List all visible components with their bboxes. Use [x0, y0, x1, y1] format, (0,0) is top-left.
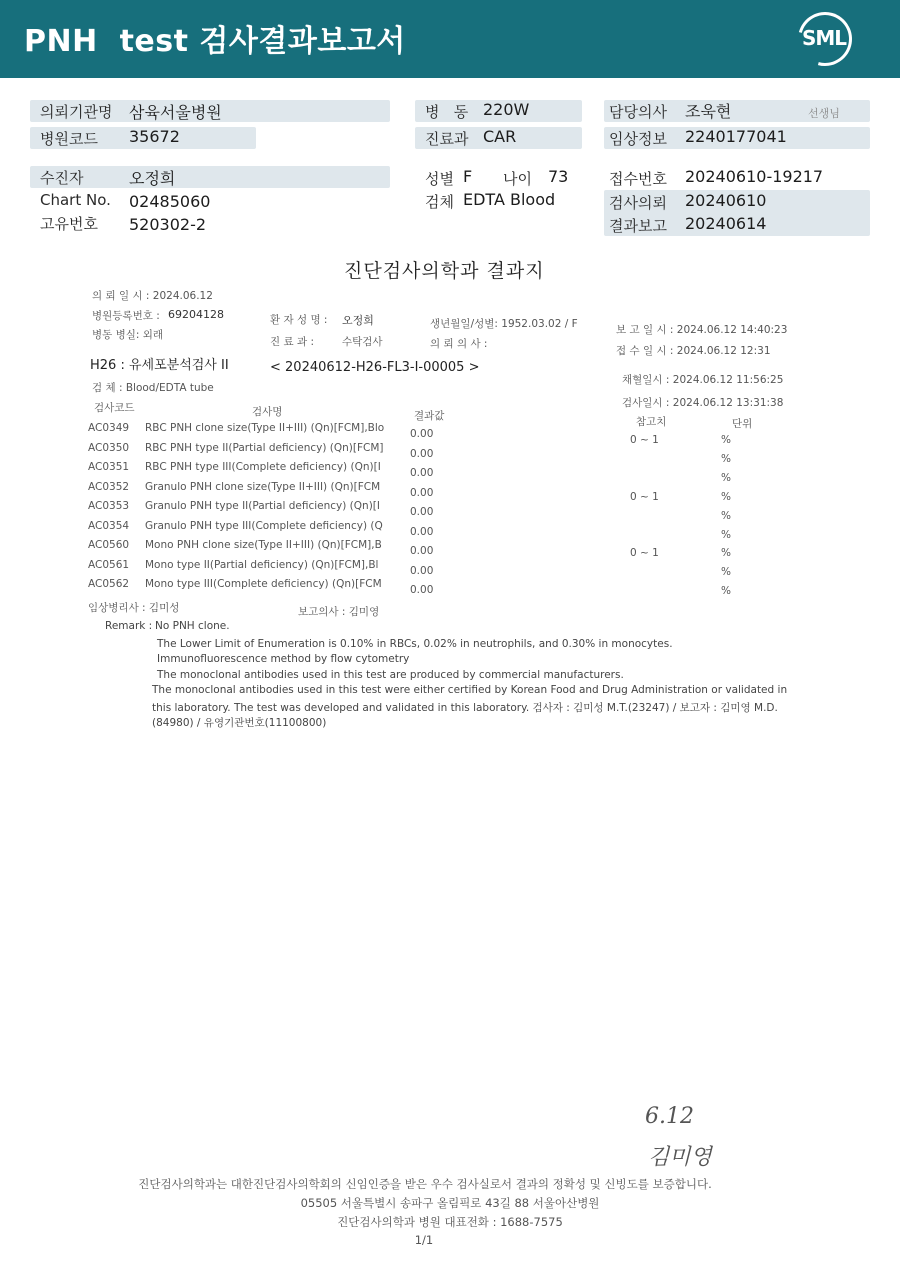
remark-line: The monoclonal antibodies used in this test are produced by commercial manufacturers.	[157, 668, 624, 681]
hospital-code-value: 35672	[129, 127, 180, 146]
result-result-cell: 0.00	[410, 486, 434, 499]
signature-name: 김미영	[648, 1145, 712, 1170]
request-label: 검사의뢰	[609, 194, 667, 212]
remark-line: No PNH clone.	[155, 620, 230, 632]
patient-value: 오정희	[129, 169, 176, 188]
result-ref-cell: 0 ~ 1	[630, 547, 659, 560]
remark-line: The monoclonal antibodies used in this test were either certified by Korean Food and Drug Administration or validated in	[152, 684, 788, 696]
report-label: 결과보고	[609, 217, 667, 235]
result-result-cell: 0.00	[410, 428, 434, 440]
scan-specimen: 검 체 : Blood/EDTA tube	[92, 382, 214, 394]
result-unit-cell: %	[721, 452, 731, 465]
result-unit-cell: %	[721, 566, 731, 579]
result-name-cell: Mono type II(Partial deficiency) (Qn)[FCM],Bl	[145, 558, 379, 571]
result-name-cell: RBC PNH clone size(Type II+III) (Qn)[FCM],Blo	[145, 422, 385, 434]
result-result-cell: 0.00	[410, 564, 434, 577]
result-result-cell: 0.00	[410, 525, 434, 538]
scan-patient-reg-value: 69204128	[168, 308, 224, 321]
result-result-cell: 0.00	[410, 545, 434, 557]
scan-pathologist: 임상병리사 : 김미성	[88, 602, 180, 614]
result-code-cell: AC0560	[88, 539, 130, 551]
scan-patient-name: 오정희	[342, 314, 374, 327]
result-result-cell: 0.00	[410, 467, 434, 479]
result-unit-cell: %	[721, 528, 731, 541]
scan-birth: 생년월일/성별: 1952.03.02 / F	[430, 318, 578, 330]
result-ref-cell: 0 ~ 1	[630, 490, 659, 503]
scan-patient-reg-label: 병원등록번호 :	[92, 310, 160, 322]
result-name-cell: Granulo PNH type II(Partial deficiency) (Qn)[I	[145, 500, 380, 512]
scan-reporter: 보고의사 : 김미영	[298, 606, 380, 618]
result-code-cell: AC0350	[88, 441, 130, 454]
institution-value: 삼육서울병원	[129, 103, 222, 122]
result-unit-cell: %	[721, 471, 731, 484]
scan-test-id: < 20240612-H26-FL3-I-00005 >	[270, 360, 480, 375]
department-value: CAR	[483, 127, 517, 146]
result-unit-cell: %	[721, 490, 731, 503]
result-unit-cell: %	[721, 547, 731, 560]
col-code-header: 검사코드	[94, 402, 135, 414]
scan-patient-name-label: 환 자 성 명 :	[270, 314, 328, 326]
chart-no-label: Chart No.	[40, 191, 111, 209]
result-name-cell: Mono PNH clone size(Type II+III) (Qn)[FCM],B	[145, 539, 382, 551]
clinical-info-value: 2240177041	[685, 127, 787, 146]
header-banner	[0, 0, 900, 78]
result-code-cell: AC0354	[88, 519, 130, 532]
sex-value: F	[463, 167, 473, 186]
remark-line: The Lower Limit of Enumeration is 0.10% in RBCs, 0.02% in neutrophils, and 0.30% in monocytes.	[157, 637, 673, 650]
result-name-cell: Granulo PNH clone size(Type II+III) (Qn)[FCM	[145, 480, 381, 493]
result-name-cell: RBC PNH type II(Partial deficiency) (Qn)[FCM]	[145, 441, 384, 454]
department-label: 진료과	[425, 130, 469, 148]
scan-heading: 진단검사의학과 결과지	[344, 260, 545, 282]
logo-text: SML	[802, 26, 847, 50]
col-result-header: 결과값	[414, 410, 445, 422]
scan-dept-value: 수탁검사	[342, 336, 383, 348]
remark-line: Immunofluorescence method by flow cytometry	[157, 653, 410, 665]
request-value: 20240610	[685, 191, 767, 210]
unique-no-label: 고유번호	[40, 215, 98, 233]
scanned-result-sheet	[80, 250, 800, 740]
result-name-cell: RBC PNH type III(Complete deficiency) (Qn)[I	[145, 461, 381, 473]
report-title: PNH test 검사결과보고서	[24, 24, 406, 59]
result-unit-cell: %	[721, 509, 731, 522]
footer-page: 1/1	[414, 1233, 434, 1247]
result-result-cell: 0.00	[410, 506, 434, 518]
result-name-cell: Mono type III(Complete deficiency) (Qn)[FCM	[145, 578, 382, 590]
doctor-suffix: 선생님	[808, 107, 840, 120]
scan-collect-time: 채혈일시 : 2024.06.12 11:56:25	[622, 374, 784, 386]
scan-dept-label: 진 료 과 :	[270, 336, 314, 348]
signature-date: 6.12	[645, 1104, 694, 1129]
result-unit-cell: %	[721, 585, 731, 598]
sml-logo	[798, 12, 854, 66]
age-value: 73	[548, 167, 569, 186]
ward-value: 220W	[483, 100, 530, 119]
col-ref-header: 참고치	[636, 416, 667, 428]
scan-ward-room: 병동 병실: 외래	[92, 329, 164, 341]
scan-test-time: 검사일시 : 2024.06.12 13:31:38	[622, 397, 784, 409]
result-code-cell: AC0352	[88, 480, 130, 493]
footer-certification: 진단검사의학과는 대한진단검사의학회의 신임인증을 받은 우수 검사실로서 결과의 정확성 및 신빙도를 보증합니다.	[138, 1177, 712, 1191]
scan-test-title: H26 : 유세포분석검사 II	[90, 358, 229, 373]
remark-line: (84980) / 유영기관번호(11100800)	[152, 717, 327, 729]
scan-report-time: 보 고 일 시 : 2024.06.12 14:40:23	[616, 324, 788, 336]
result-unit-cell: %	[721, 434, 731, 446]
result-result-cell: 0.00	[410, 447, 434, 460]
sex-label: 성별	[425, 170, 454, 188]
institution-label: 의뢰기관명	[40, 103, 113, 121]
receipt-no-label: 접수번호	[609, 170, 667, 188]
result-result-cell: 0.00	[410, 584, 434, 596]
remark-label: Remark :	[105, 620, 153, 632]
unique-no-value: 520302-2	[129, 215, 207, 234]
col-unit-header: 단위	[732, 418, 753, 430]
col-name-header: 검사명	[252, 406, 283, 418]
result-code-cell: AC0351	[88, 461, 130, 473]
footer-address: 05505 서울특별시 송파구 올림픽로 43길 88 서울아산병원	[300, 1196, 600, 1210]
specimen-value: EDTA Blood	[463, 190, 556, 209]
doctor-value: 조욱현	[685, 102, 732, 121]
specimen-label: 검체	[425, 193, 454, 211]
result-ref-cell: 0 ~ 1	[630, 434, 659, 446]
scan-receipt-time: 접 수 일 시 : 2024.06.12 12:31	[616, 345, 771, 357]
doctor-label: 담당의사	[609, 103, 667, 121]
result-code-cell: AC0562	[88, 578, 130, 590]
report-value: 20240614	[685, 214, 767, 233]
footer-contact: 진단검사의학과 병원 대표전화 : 1688-7575	[337, 1215, 563, 1229]
result-name-cell: Granulo PNH type III(Complete deficiency) (Q	[145, 519, 383, 532]
result-code-cell: AC0353	[88, 500, 130, 512]
result-code-cell: AC0349	[88, 422, 130, 434]
scan-request-date: 의 뢰 일 시 : 2024.06.12	[92, 290, 213, 302]
patient-label: 수진자	[40, 169, 84, 187]
ward-label: 병 동	[425, 103, 469, 121]
scan-doctor-label: 의 뢰 의 사 :	[430, 338, 488, 350]
result-code-cell: AC0561	[88, 558, 130, 571]
patient-box	[30, 166, 390, 188]
age-label: 나이	[503, 170, 532, 188]
receipt-no-value: 20240610-19217	[685, 167, 824, 186]
remark-line: this laboratory. The test was developed and validated in this laboratory. 검사자 : 김미성 M.T.(23247) / 보고자 : 김미영 M.D.	[152, 701, 778, 714]
hospital-code-label: 병원코드	[40, 130, 98, 148]
clinical-info-label: 임상정보	[609, 130, 667, 148]
chart-no-value: 02485060	[129, 192, 211, 211]
